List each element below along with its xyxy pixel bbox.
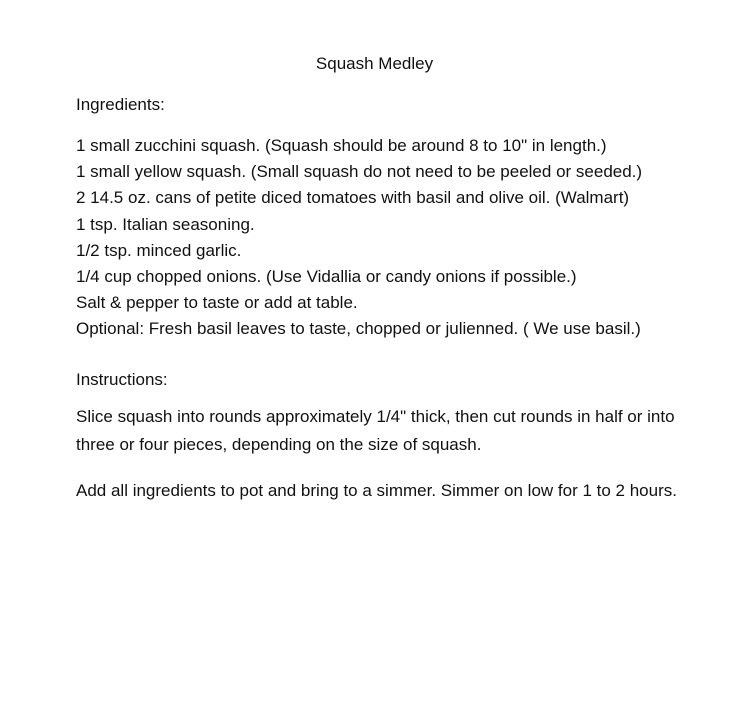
instruction-step: Add all ingredients to pot and bring to a simmer. Simmer on low for 1 to 2 hours. xyxy=(76,481,677,500)
ingredient-item: 1 small yellow squash. (Small squash do not need to be peeled or seeded.) xyxy=(76,162,643,182)
recipe-title: Squash Medley xyxy=(315,54,434,73)
ingredient-item: 1/4 cup chopped onions. (Use Vidallia or candy onions if possible.) xyxy=(76,267,577,287)
ingredient-item: 1/2 tsp. minced garlic. xyxy=(76,240,242,260)
ingredient-item: Optional: Fresh basil leaves to taste, chopped or julienned. ( We use basil.) xyxy=(76,319,641,339)
instructions-heading: Instructions: xyxy=(76,370,168,389)
ingredient-item: 1 small zucchini squash. (Squash should be around 8 to 10" in length.) xyxy=(76,136,607,155)
instruction-step: Slice squash into rounds approximately 1/4" thick, then cut rounds in half or into three or four pieces, depending on the size of squash. xyxy=(76,407,675,454)
ingredient-list xyxy=(76,133,642,343)
ingredient-item: Salt & pepper to taste or add at table. xyxy=(76,293,358,313)
ingredients-heading: Ingredients: xyxy=(76,95,165,114)
ingredient-item: 1 tsp. Italian seasoning. xyxy=(76,214,255,234)
ingredient-item: 2 14.5 oz. cans of petite diced tomatoes with basil and olive oil. (Walmart) xyxy=(76,188,630,208)
